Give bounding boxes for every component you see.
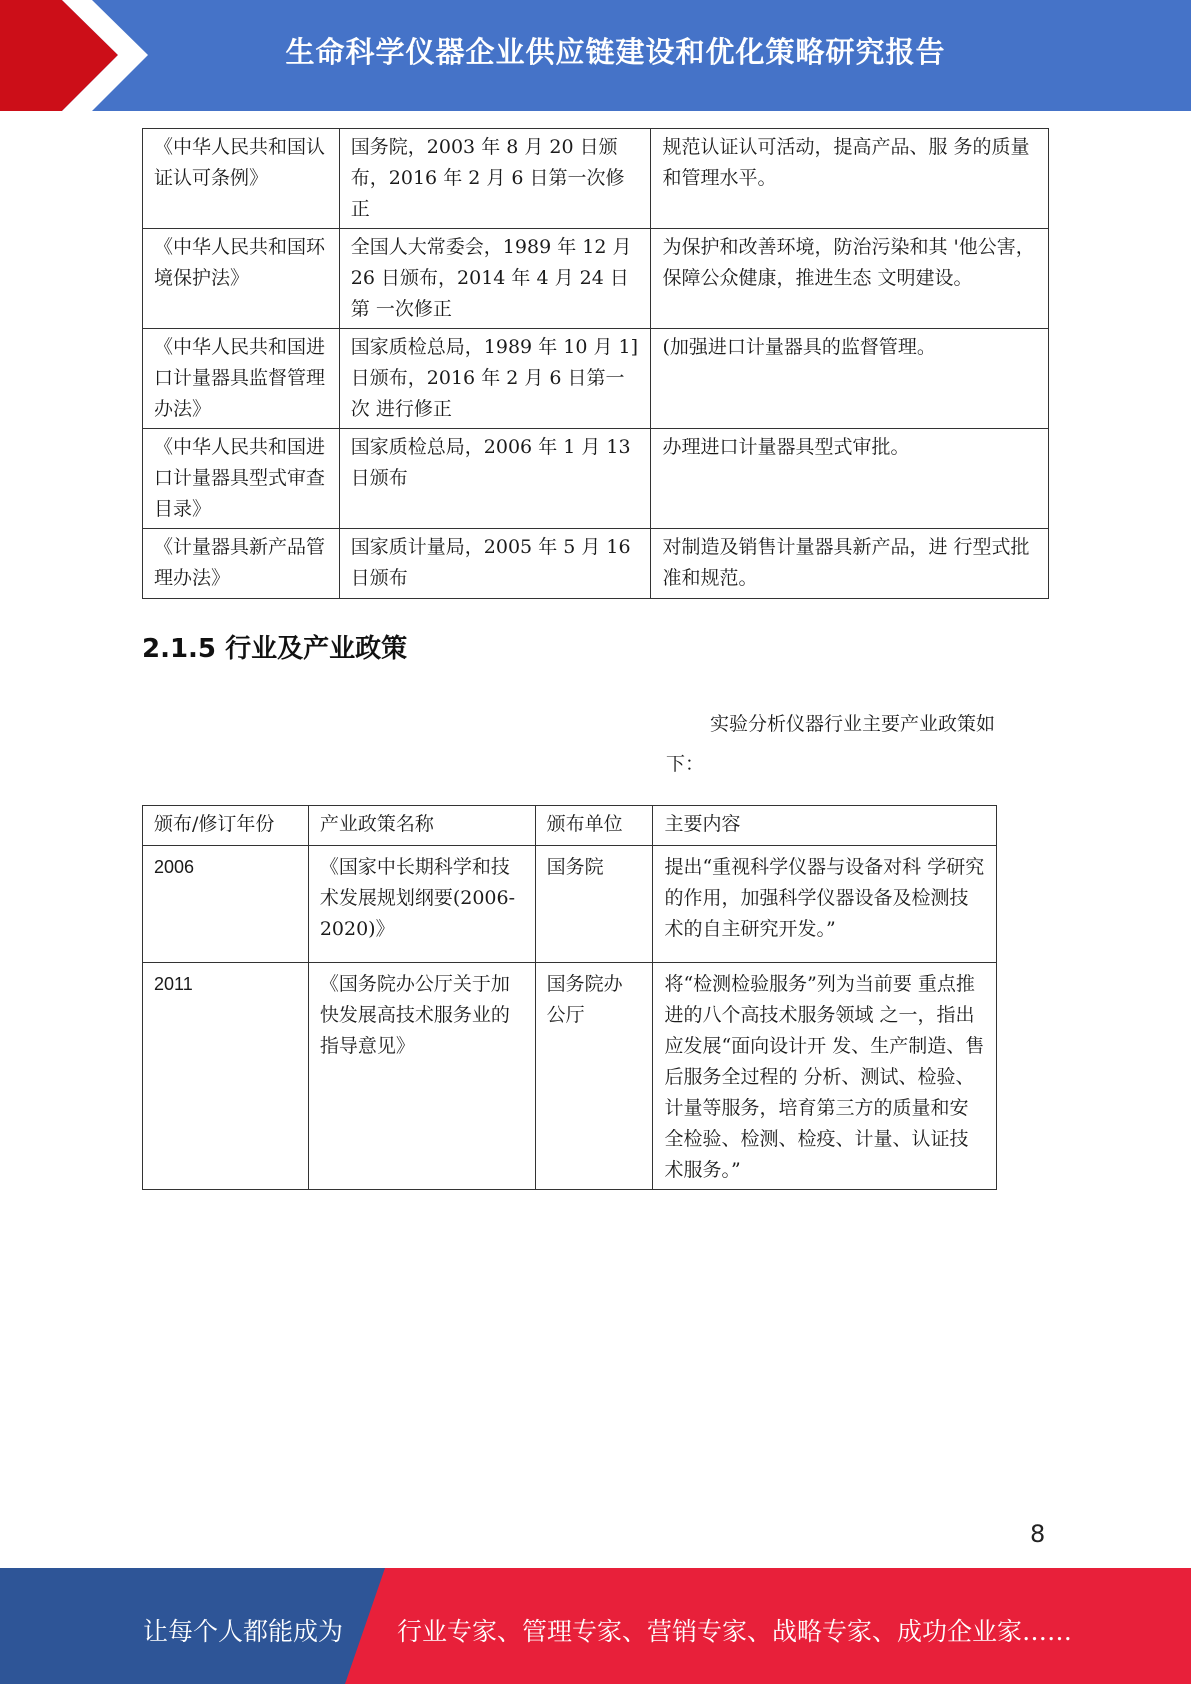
regulation-purpose: (加强进口计量器具的监督管理。 xyxy=(651,329,1049,429)
policy-content: 将“检测检验服务”列为当前要 重点推进的八个高技术服务领域 之一，指出应发展“面向设计开 发、生产制造、售后服务全过程的 分析、测试、检验、计量等服务，培育第三方的质量和安全检验、检测、检疫、计量、认证技术服务。” xyxy=(664,973,985,1181)
policy-content-cell xyxy=(653,963,997,1190)
table-row xyxy=(143,229,1049,329)
regulation-issuer: 国务院，2003 年 8 月 20 日颁布，2016 年 2 月 6 日第一次修正 xyxy=(339,129,651,229)
regulation-purpose: 对制造及销售计量器具新产品，进 行型式批准和规范。 xyxy=(651,529,1049,599)
table-row xyxy=(143,329,1049,429)
regulation-purpose: 为保护和改善环境，防治污染和其 '他公害，保障公众健康，推进生态 文明建设。 xyxy=(651,229,1049,329)
regulation-issuer: 国家质检总局，1989 年 10 月 1]日颁布，2016 年 2 月 6 日第一次 进行修正 xyxy=(339,329,651,429)
section-heading: 2.1.5 行业及产业政策 xyxy=(142,634,408,664)
regulation-purpose: 规范认证认可活动，提高产品、服 务的质量和管理水平。 xyxy=(651,129,1049,229)
policy-name: 《国务院办公厅关于加快发展高技术服务业的指导意见》 xyxy=(308,963,535,1190)
page-number: 8 xyxy=(1030,1520,1046,1548)
policy-issuer: 国务院 xyxy=(535,846,653,963)
page-header xyxy=(0,0,1191,111)
regulation-name: 《中华人民共和国环 境保护法》 xyxy=(143,229,340,329)
regulations-table xyxy=(142,128,1049,599)
header-title: 生命科学仪器企业供应链建设和优化策略研究报告 xyxy=(285,34,946,69)
section-intro: 实验分析仪器行业主要产业政策如下： xyxy=(666,713,996,775)
policy-table xyxy=(142,805,997,1190)
policy-content: 提出“重视科学仪器与设备对科 学研究的作用，加强科学仪器设备及检测技术的自主研究开发。” xyxy=(653,846,997,963)
regulation-issuer: 国家质计量局，2005 年 5 月 16 日颁布 xyxy=(339,529,651,599)
footer-slogan-left: 让每个人都能成为 xyxy=(143,1617,344,1646)
column-header: 颁布单位 xyxy=(535,806,653,846)
policy-year: 2006 xyxy=(143,846,309,963)
policy-year: 2011 xyxy=(143,963,309,1190)
regulation-issuer: 国家质检总局，2006 年 1 月 13 日颁布 xyxy=(339,429,651,529)
regulation-issuer: 全国人大常委会，1989 年 12 月 26 日颁布，2014 年 4 月 24 日第 一次修正 xyxy=(339,229,651,329)
table-row xyxy=(143,529,1049,599)
table-row xyxy=(143,846,997,963)
column-header: 颁布/修订年份 xyxy=(143,806,309,846)
table-row xyxy=(143,963,997,1190)
column-header: 产业政策名称 xyxy=(308,806,535,846)
policy-name: 《国家中长期科学和技术发展规划纲要(2006-2020)》 xyxy=(308,846,535,963)
regulation-name: 《中华人民共和国进 口计量器具型式审查 目录》 xyxy=(143,429,340,529)
column-header: 主要内容 xyxy=(653,806,997,846)
table-header-row xyxy=(143,806,997,846)
regulation-name: 《中华人民共和国认 证认可条例》 xyxy=(143,129,340,229)
regulation-name: 《计量器具新产品管 理办法》 xyxy=(143,529,340,599)
footer-slogan-right: 行业专家、管理专家、营销专家、战略专家、成功企业家…… xyxy=(397,1617,1073,1646)
policy-issuer: 国务院办公厅 xyxy=(535,963,653,1190)
regulation-purpose: 办理进口计量器具型式审批。 xyxy=(651,429,1049,529)
table-row xyxy=(143,429,1049,529)
regulation-name: 《中华人民共和国进 口计量器具监督管理 办法》 xyxy=(143,329,340,429)
table-row xyxy=(143,129,1049,229)
